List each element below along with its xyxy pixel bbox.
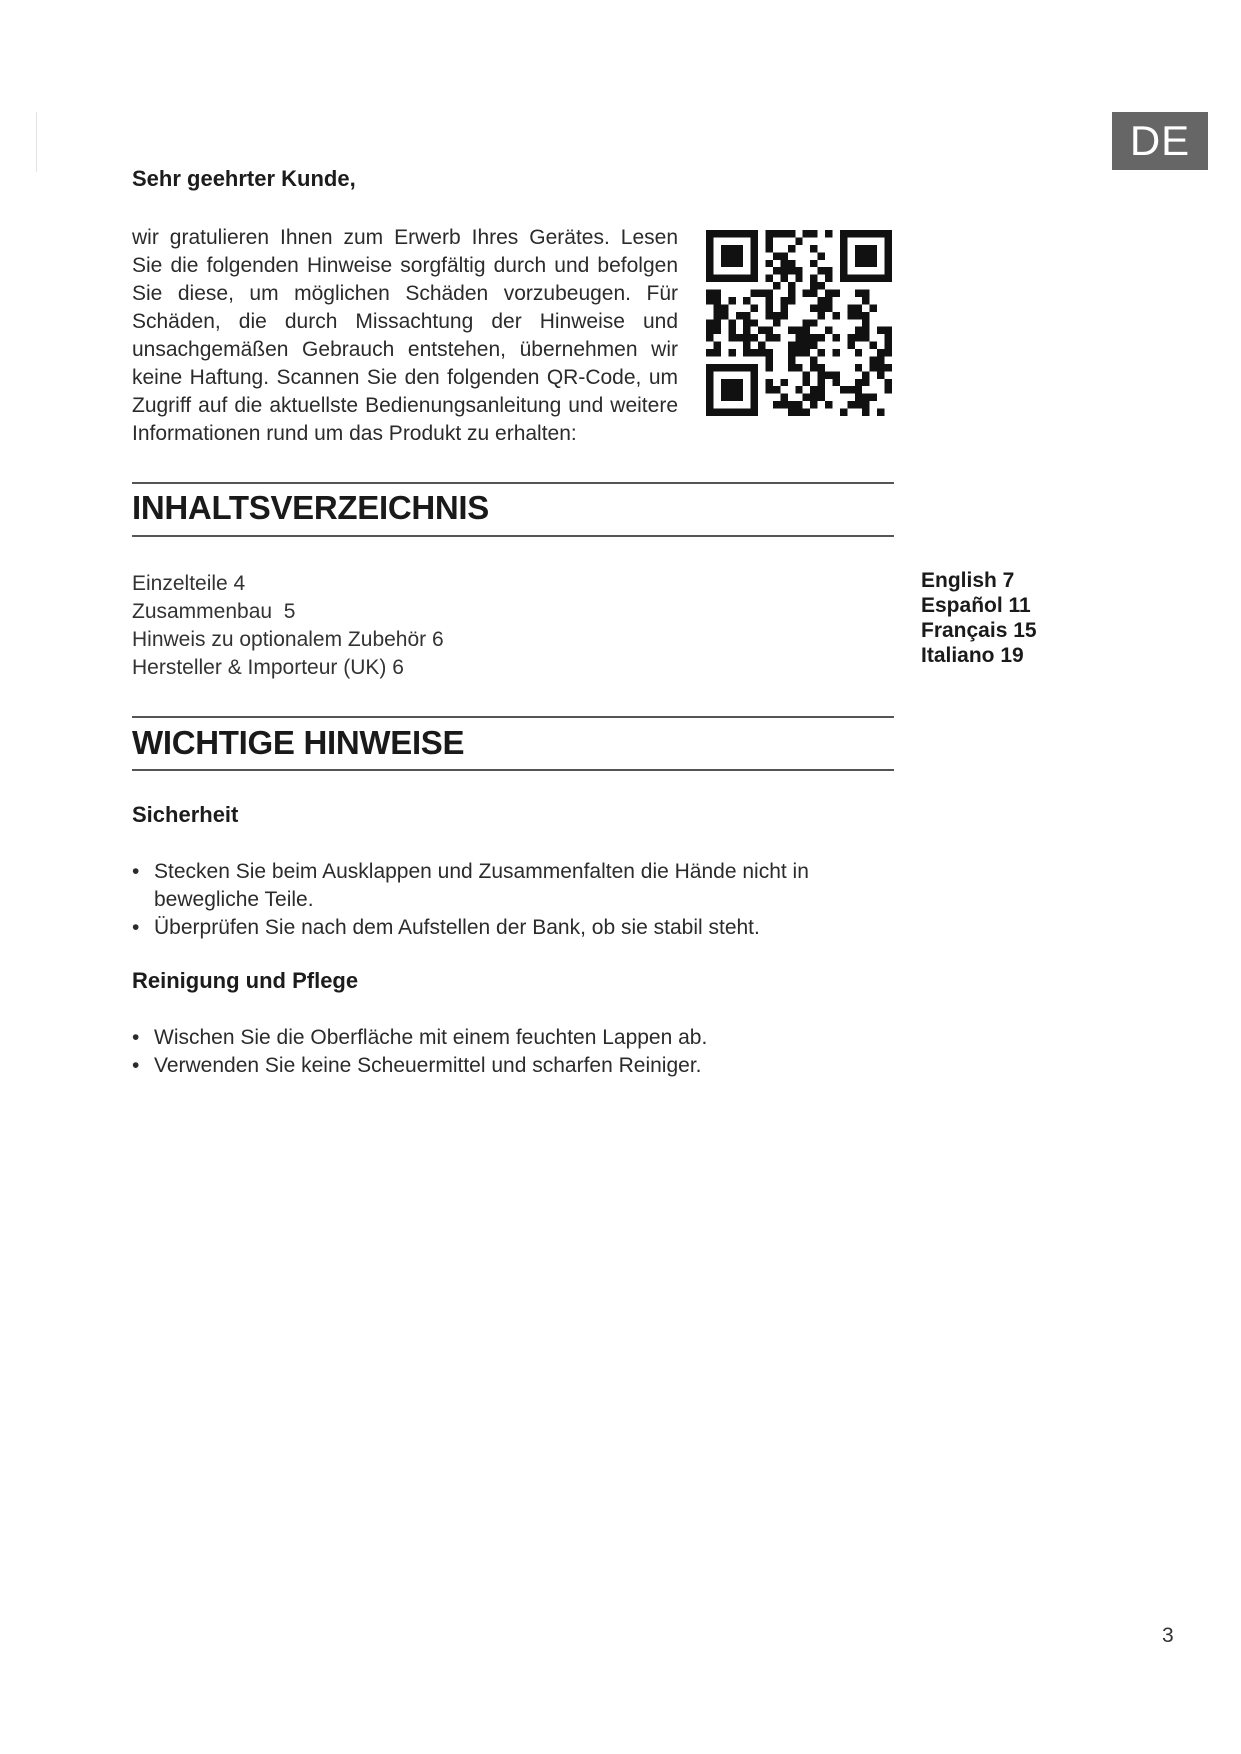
language-index [921,568,1037,668]
toc-item[interactable]: Zusammenbau 5 [132,600,296,623]
list-item: • Stecken Sie beim Ausklappen und Zusammenfalten die Hände nicht in bewegliche Teile. [132,858,892,914]
language-item[interactable]: Italiano 19 [921,644,1024,667]
qr-code-icon[interactable] [706,230,892,416]
section-divider [132,482,894,484]
list-item: • Wischen Sie die Oberfläche mit einem feuchten Lappen ab. [132,1024,892,1052]
toc-item[interactable]: Einzelteile 4 [132,572,246,595]
section-divider [132,535,894,537]
greeting: Sehr geehrter Kunde, [132,166,356,191]
language-item[interactable]: Français 15 [921,619,1037,642]
list-item: • Überprüfen Sie nach dem Aufstellen der Bank, ob sie stabil steht. [132,914,892,942]
bullet-icon: • [132,1054,140,1077]
safety-heading: Sicherheit [132,802,239,827]
care-heading: Reinigung und Pflege [132,968,359,993]
safety-list [132,858,892,942]
language-item[interactable]: Español 11 [921,594,1031,617]
language-badge: DE [1112,112,1208,170]
list-item: • Verwenden Sie keine Scheuermittel und scharfen Reiniger. [132,1052,892,1080]
language-item[interactable]: English 7 [921,569,1015,592]
toc-item[interactable]: Hinweis zu optionalem Zubehör 6 [132,628,444,651]
section-divider [132,769,894,771]
bullet-icon: • [132,1026,140,1049]
margin-rule [36,112,37,172]
toc-title: INHALTSVERZEICHNIS [132,489,490,526]
section-divider [132,716,894,718]
bullet-icon: • [132,860,140,883]
page-number: 3 [1162,1624,1174,1647]
notes-title: WICHTIGE HINWEISE [132,724,465,761]
toc-item[interactable]: Hersteller & Importeur (UK) 6 [132,656,404,679]
intro-paragraph: wir gratulieren Ihnen zum Erwerb Ihres Gerätes. Lesen Sie die folgenden Hinweise sorgfältig durch und befolgen Sie diese, um möglichen Schäden vorzubeugen. Für Schäden, die durch Missachtung der Hinweise und unsachgemäßen Gebrauch entstehen, übernehmen wir keine Haftung. Scannen Sie den folgenden QR-Code, um Zugriff auf die aktuellste Bedienungsanleitung und weitere Informationen rund um das Produkt zu erhalten: [132,226,678,445]
care-list [132,1024,892,1080]
bullet-icon: • [132,916,140,939]
toc-list [132,570,444,682]
